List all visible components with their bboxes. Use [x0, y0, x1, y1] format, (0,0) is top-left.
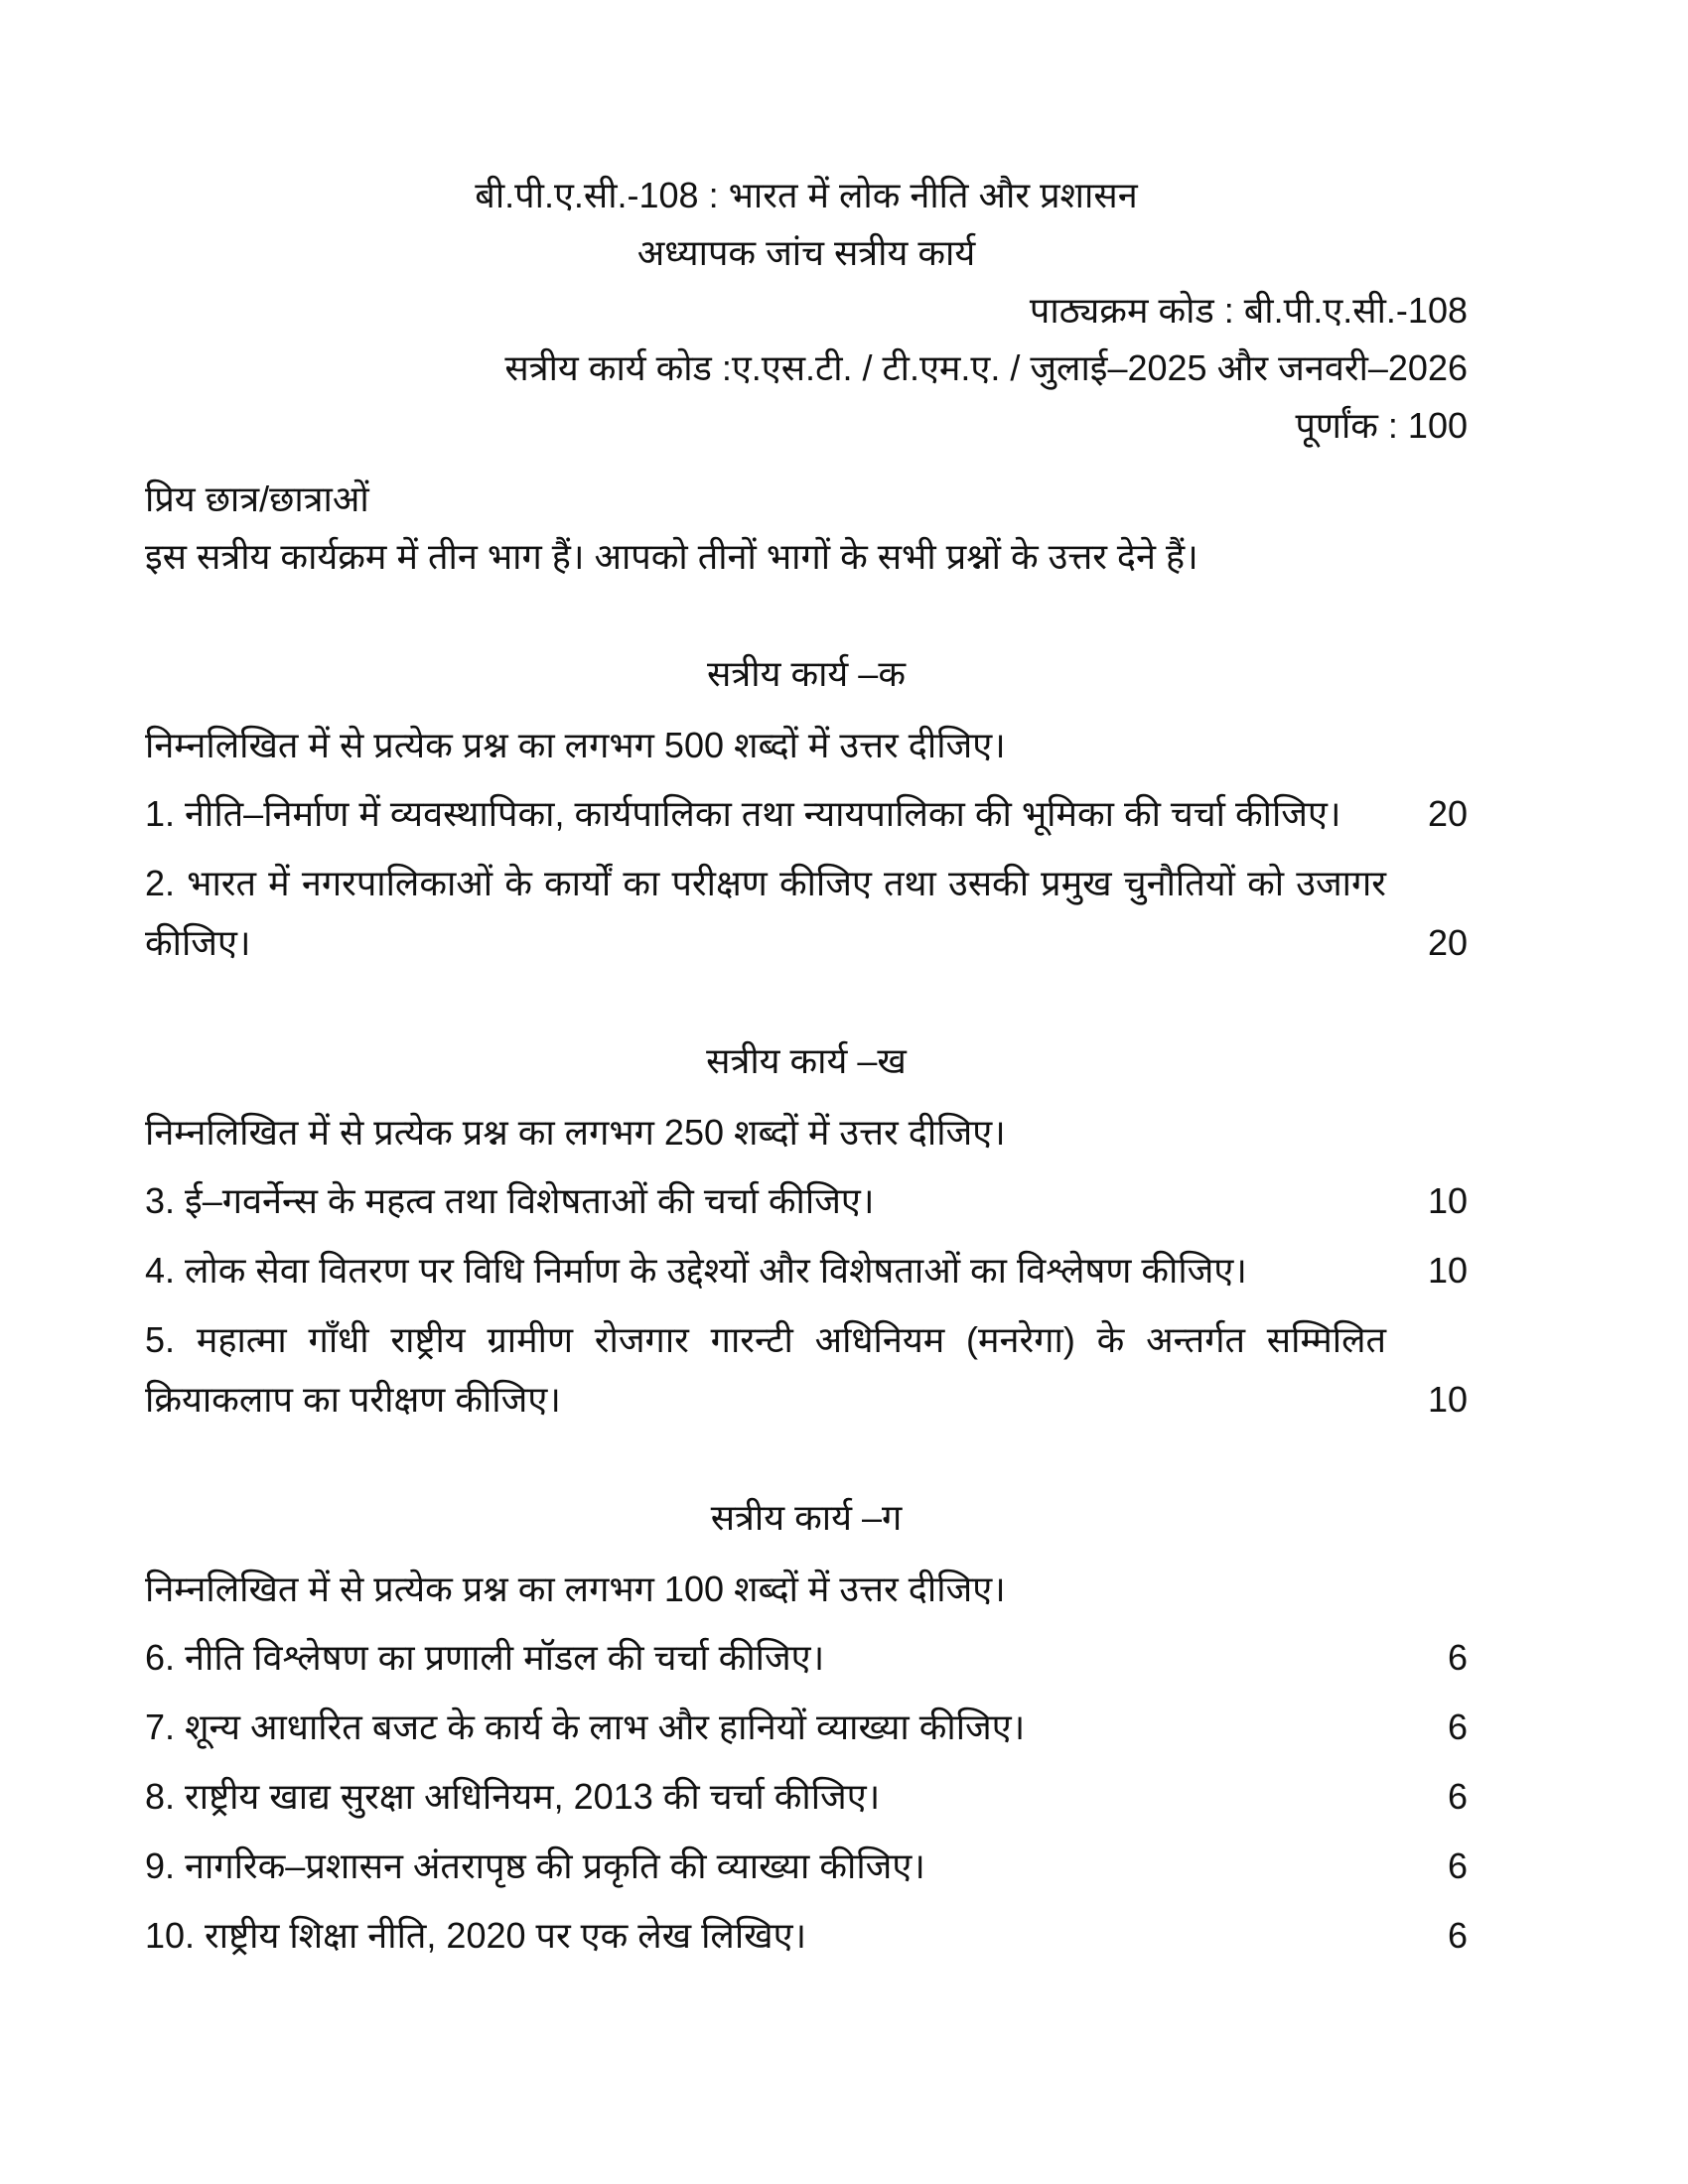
question-7-text: 7. शून्य आधारित बजट के कार्य के लाभ और हानियों व्याख्या कीजिए। — [145, 1706, 1026, 1747]
salutation-text: प्रिय छात्र/छात्राओं — [145, 478, 369, 519]
section-c-heading: सत्रीय कार्य –ग — [710, 1497, 903, 1538]
question-10-text: 10. राष्ट्रीय शिक्षा नीति, 2020 पर एक लेख लिखिए। — [145, 1915, 807, 1956]
question-4-marks: 10 — [1427, 1250, 1468, 1291]
question-3-marks: 10 — [1427, 1180, 1468, 1221]
document-content — [145, 167, 1468, 1966]
section-b-instruction: निम्नलिखित में से प्रत्येक प्रश्न का लगभग 250 शब्दों में उत्तर दीजिए। — [145, 1112, 1006, 1153]
question-row — [145, 1906, 1468, 1966]
intro-note: इस सत्रीय कार्यक्रम में तीन भाग हैं। आपको तीनों भागों के सभी प्रश्नों के उत्तर देने हैं। — [145, 536, 1198, 577]
question-9-marks: 6 — [1447, 1845, 1468, 1886]
question-row — [145, 1628, 1468, 1688]
question-4-text: 4. लोक सेवा वितरण पर विधि निर्माण के उद्देश्यों और विशेषताओं का विश्लेषण कीजिए। — [145, 1250, 1247, 1291]
question-6-text: 6. नीति विश्लेषण का प्रणाली मॉडल की चर्चा कीजिए। — [145, 1637, 825, 1678]
section-a-heading: सत्रीय कार्य –क — [707, 653, 906, 694]
page-title: बी.पी.ए.सी.-108 : भारत में लोक नीति और प्रशासन — [475, 175, 1138, 215]
question-row — [145, 784, 1468, 844]
question-row — [145, 1241, 1468, 1300]
question-row — [145, 1171, 1468, 1231]
question-1-marks: 20 — [1427, 793, 1468, 834]
page-subtitle: अध्यापक जांच सत्रीय कार्य — [636, 232, 976, 273]
assignment-code-line: सत्रीय कार्य कोड :ए.एस.टी. / टी.एम.ए. / जुलाई–2025 और जनवरी–2026 — [504, 347, 1468, 388]
question-6-marks: 6 — [1447, 1637, 1468, 1678]
question-5-marks: 10 — [1427, 1379, 1468, 1420]
question-2-text: 2. भारत में नगरपालिकाओं के कार्यों का परीक्षण कीजिए तथा उसकी प्रमुख चुनौतियों को उजागर कीजिए। — [145, 863, 1386, 963]
question-8-marks: 6 — [1447, 1776, 1468, 1817]
section-b-heading: सत्रीय कार्य –ख — [706, 1040, 907, 1081]
question-10-marks: 6 — [1447, 1915, 1468, 1956]
section-a — [145, 645, 1468, 973]
question-5-text: 5. महात्मा गाँधी राष्ट्रीय ग्रामीण रोजगार गारन्टी अधिनियम (मनरेगा) के अन्तर्गत सम्मिलित क्रियाकलाप का परीक्षण कीजिए। — [145, 1319, 1386, 1420]
max-marks-line: पूर्णांक : 100 — [1295, 405, 1468, 446]
question-row — [145, 1837, 1468, 1896]
question-3-text: 3. ई–गवर्नेन्स के महत्व तथा विशेषताओं की चर्चा कीजिए। — [145, 1180, 875, 1221]
section-c-instruction: निम्नलिखित में से प्रत्येक प्रश्न का लगभग 100 शब्दों में उत्तर दीजिए। — [145, 1569, 1006, 1609]
question-8-text: 8. राष्ट्रीय खाद्य सुरक्षा अधिनियम, 2013 की चर्चा कीजिए। — [145, 1776, 881, 1817]
intro-block — [145, 471, 1468, 586]
question-9-text: 9. नागरिक–प्रशासन अंतरापृष्ठ की प्रकृति की व्याख्या कीजिए। — [145, 1845, 925, 1886]
section-a-instruction: निम्नलिखित में से प्रत्येक प्रश्न का लगभग 500 शब्दों में उत्तर दीजिए। — [145, 725, 1006, 765]
question-row — [145, 854, 1468, 973]
question-2-marks: 20 — [1427, 922, 1468, 963]
question-row — [145, 1698, 1468, 1757]
course-code-line: पाठ्यक्रम कोड : बी.पी.ए.सी.-108 — [1029, 290, 1468, 331]
section-b — [145, 1032, 1468, 1430]
question-7-marks: 6 — [1447, 1706, 1468, 1747]
question-row — [145, 1310, 1468, 1430]
section-c — [145, 1489, 1468, 1966]
question-1-text: 1. नीति–निर्माण में व्यवस्थापिका, कार्यपालिका तथा न्यायपालिका की भूमिका की चर्चा कीजिए। — [145, 793, 1341, 834]
question-row — [145, 1767, 1468, 1827]
